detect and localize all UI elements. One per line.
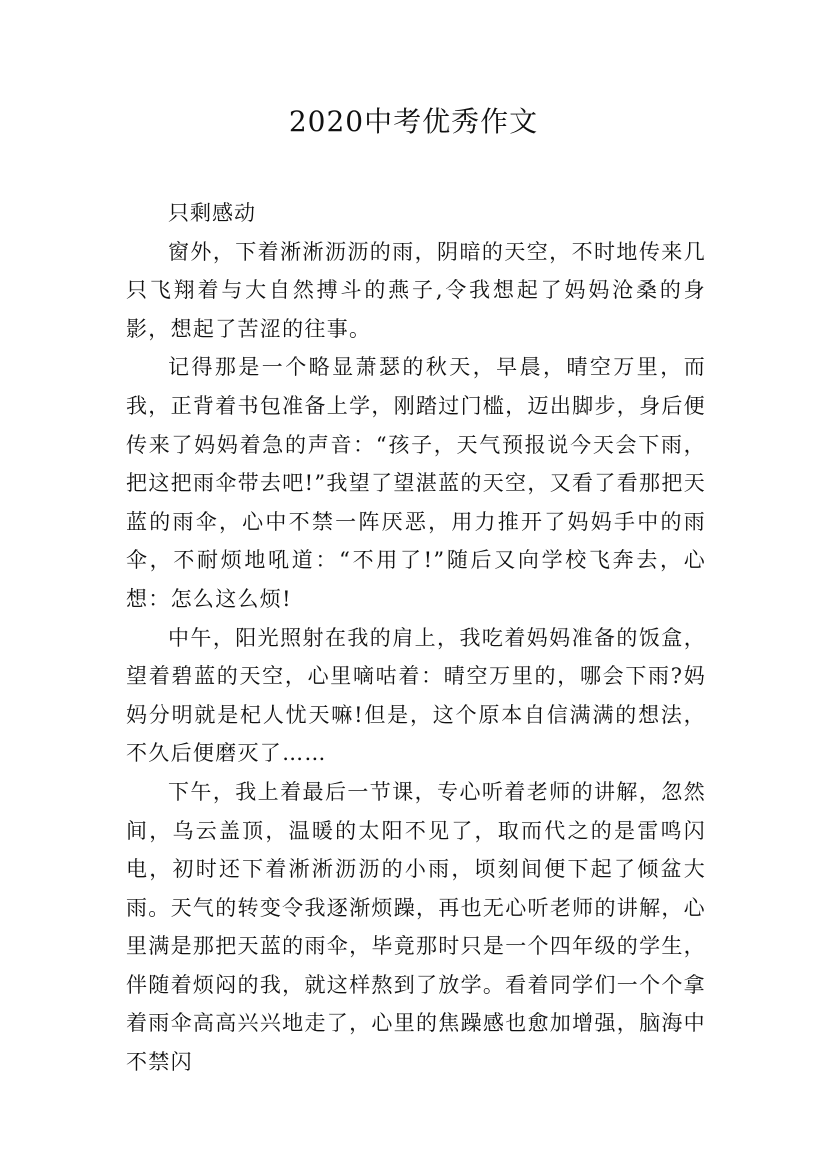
paragraph-2: 记得那是一个略显萧瑟的秋天，早晨，晴空万里，而我，正背着书包准备上学，刚踏过门槛，迈出脚步，身后便传来了妈妈着急的声音：“孩子，天气预报说今天会下雨，把这把雨伞带去吧!”我望了望湛蓝的天空，又看了看那把天蓝的雨伞，心中不禁一阵厌恶，用力推开了妈妈手中的雨伞，不耐烦地吼道：“不用了!”随后又向学校飞奔去，心想：怎么这么烦! [126, 355, 706, 611]
paragraph-1: 窗外，下着淅淅沥沥的雨，阴暗的天空，不时地传来几只飞翔着与大自然搏斗的燕子,令我想起了妈妈沧桑的身影，想起了苦涩的往事。 [126, 239, 706, 341]
document-title: 2020中考优秀作文 [288, 105, 539, 138]
paragraph-4: 下午，我上着最后一节课，专心听着老师的讲解，忽然间，乌云盖顶，温暖的太阳不见了，取而代之的是雷鸣闪电，初时还下着淅淅沥沥的小雨，顷刻间便下起了倾盆大雨。天气的转变令我逐渐烦躁，再也无心听老师的讲解，心里满是那把天蓝的雨伞，毕竟那时只是一个四年级的学生，伴随着烦闷的我，就这样熬到了放学。看着同学们一个个拿着雨伞高高兴兴地走了，心里的焦躁感也愈加增强，脑海中不禁闪 [126, 779, 706, 1075]
essay-body [126, 194, 706, 1082]
paragraph-3: 中午，阳光照射在我的肩上，我吃着妈妈准备的饭盒，望着碧蓝的天空，心里嘀咕着：晴空万里的，哪会下雨?妈妈分明就是杞人忧天嘛!但是，这个原本自信满满的想法，不久后便磨灭了…… [126, 625, 706, 766]
essay-title: 只剩感动 [168, 201, 256, 225]
